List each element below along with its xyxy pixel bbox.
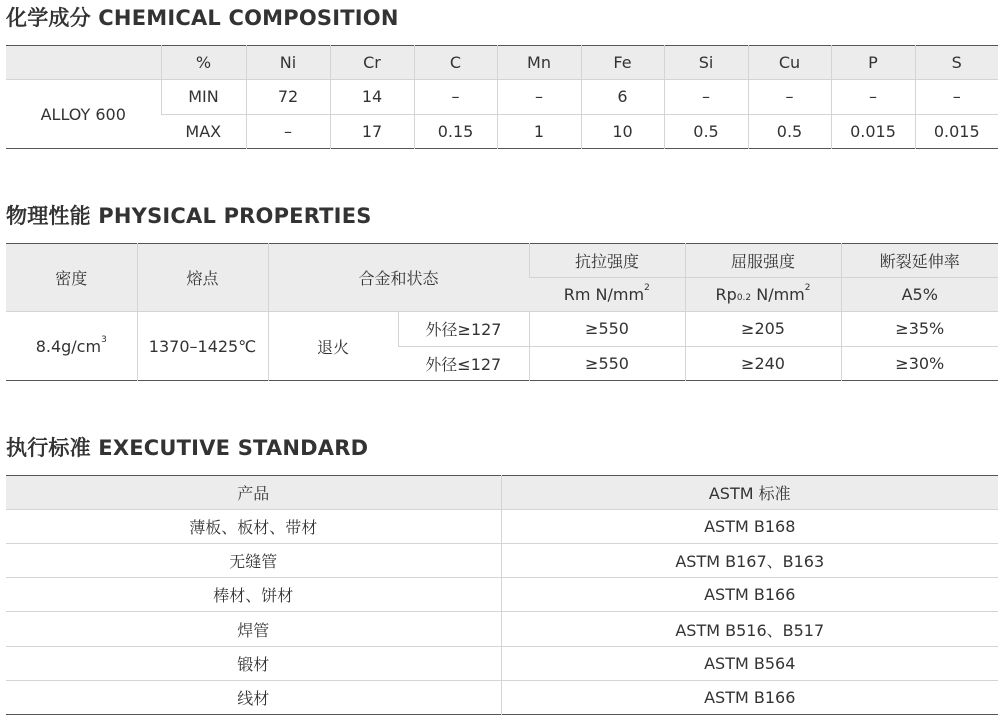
standard-cell: ASTM B168 [501,510,998,544]
table-cell: – [246,114,330,149]
row-label: MAX [161,114,246,149]
chemical-header-cell: Ni [246,46,330,80]
product-cell: 薄板、板材、带材 [6,510,501,544]
tensile-value: ≥550 [529,312,685,347]
elongation-value: ≥35% [841,312,998,347]
elongation-header: 断裂延伸率 [841,244,998,278]
chemical-header-cell: Si [664,46,748,80]
table-cell: 1 [497,114,581,149]
table-row [6,544,998,578]
executive-standard-title: 执行标准 EXECUTIVE STANDARD [6,436,369,460]
standard-header-row [6,476,998,510]
tensile-value: ≥550 [529,346,685,381]
chemical-header-cell [6,46,161,80]
table-cell: 0.5 [664,114,748,149]
row-label: MIN [161,80,246,115]
yield-unit: Rp0.2 $N/mm^2$ [685,278,841,312]
yield-value: ≥205 [685,312,841,347]
table-cell: – [414,80,497,115]
table-cell: 17 [330,114,414,149]
table-cell: 0.5 [748,114,831,149]
yield-value: ≥240 [685,346,841,381]
chemical-header-cell: Fe [581,46,664,80]
melting-point-value: 1370–1425℃ [137,312,268,381]
tensile-unit: Rm $N/mm^2$ [529,278,685,312]
product-cell: 无缝管 [6,544,501,578]
chemical-header-cell: C [414,46,497,80]
elongation-value: ≥30% [841,346,998,381]
physical-header-row [6,244,998,278]
chemical-header-cell: S [915,46,998,80]
melting-point-header: 熔点 [137,244,268,312]
table-row [6,312,998,347]
chemical-header-cell: % [161,46,246,80]
table-cell: – [664,80,748,115]
physical-properties-title: 物理性能 PHYSICAL PROPERTIES [6,204,372,228]
table-cell: 10 [581,114,664,149]
elongation-unit: A5% [841,278,998,312]
physical-properties-table [6,243,998,381]
product-cell: 焊管 [6,612,501,646]
table-row [6,646,998,680]
table-cell: – [497,80,581,115]
density-value: $8.4g/cm^3$ [6,312,137,381]
state-value: 退火 [268,312,398,381]
chemical-header-cell: P [831,46,915,80]
executive-standard-table [6,475,998,715]
chemical-header-cell: Cu [748,46,831,80]
table-cell: 6 [581,80,664,115]
yield-strength-header: 屈服强度 [685,244,841,278]
table-row [6,612,998,646]
table-row [6,80,998,115]
standard-cell: ASTM B166 [501,680,998,714]
table-cell: – [831,80,915,115]
standard-cell: ASTM B516、B517 [501,612,998,646]
standard-cell: ASTM B167、B163 [501,544,998,578]
table-cell: 0.15 [414,114,497,149]
product-cell: 锻材 [6,646,501,680]
table-row [6,510,998,544]
table-cell: 14 [330,80,414,115]
density-header: 密度 [6,244,137,312]
table-cell: 72 [246,80,330,115]
table-row [6,578,998,612]
chemical-header-cell: Mn [497,46,581,80]
table-row [6,680,998,714]
table-cell: – [915,80,998,115]
chemical-composition-title: 化学成分 CHEMICAL COMPOSITION [6,6,399,30]
tensile-strength-header: 抗拉强度 [529,244,685,278]
astm-header: ASTM 标准 [501,476,998,510]
condition-cell: 外径≤127 [398,346,529,381]
condition-cell: 外径≥127 [398,312,529,347]
table-cell: 0.015 [831,114,915,149]
alloy-state-header: 合金和状态 [268,244,529,312]
product-header: 产品 [6,476,501,510]
standard-cell: ASTM B166 [501,578,998,612]
table-cell: 0.015 [915,114,998,149]
product-cell: 棒材、饼材 [6,578,501,612]
chemical-header-row [6,46,998,80]
table-cell: – [748,80,831,115]
standard-cell: ASTM B564 [501,646,998,680]
alloy-name: ALLOY 600 [6,80,161,149]
chemical-header-cell: Cr [330,46,414,80]
chemical-composition-table [6,45,998,149]
product-cell: 线材 [6,680,501,714]
